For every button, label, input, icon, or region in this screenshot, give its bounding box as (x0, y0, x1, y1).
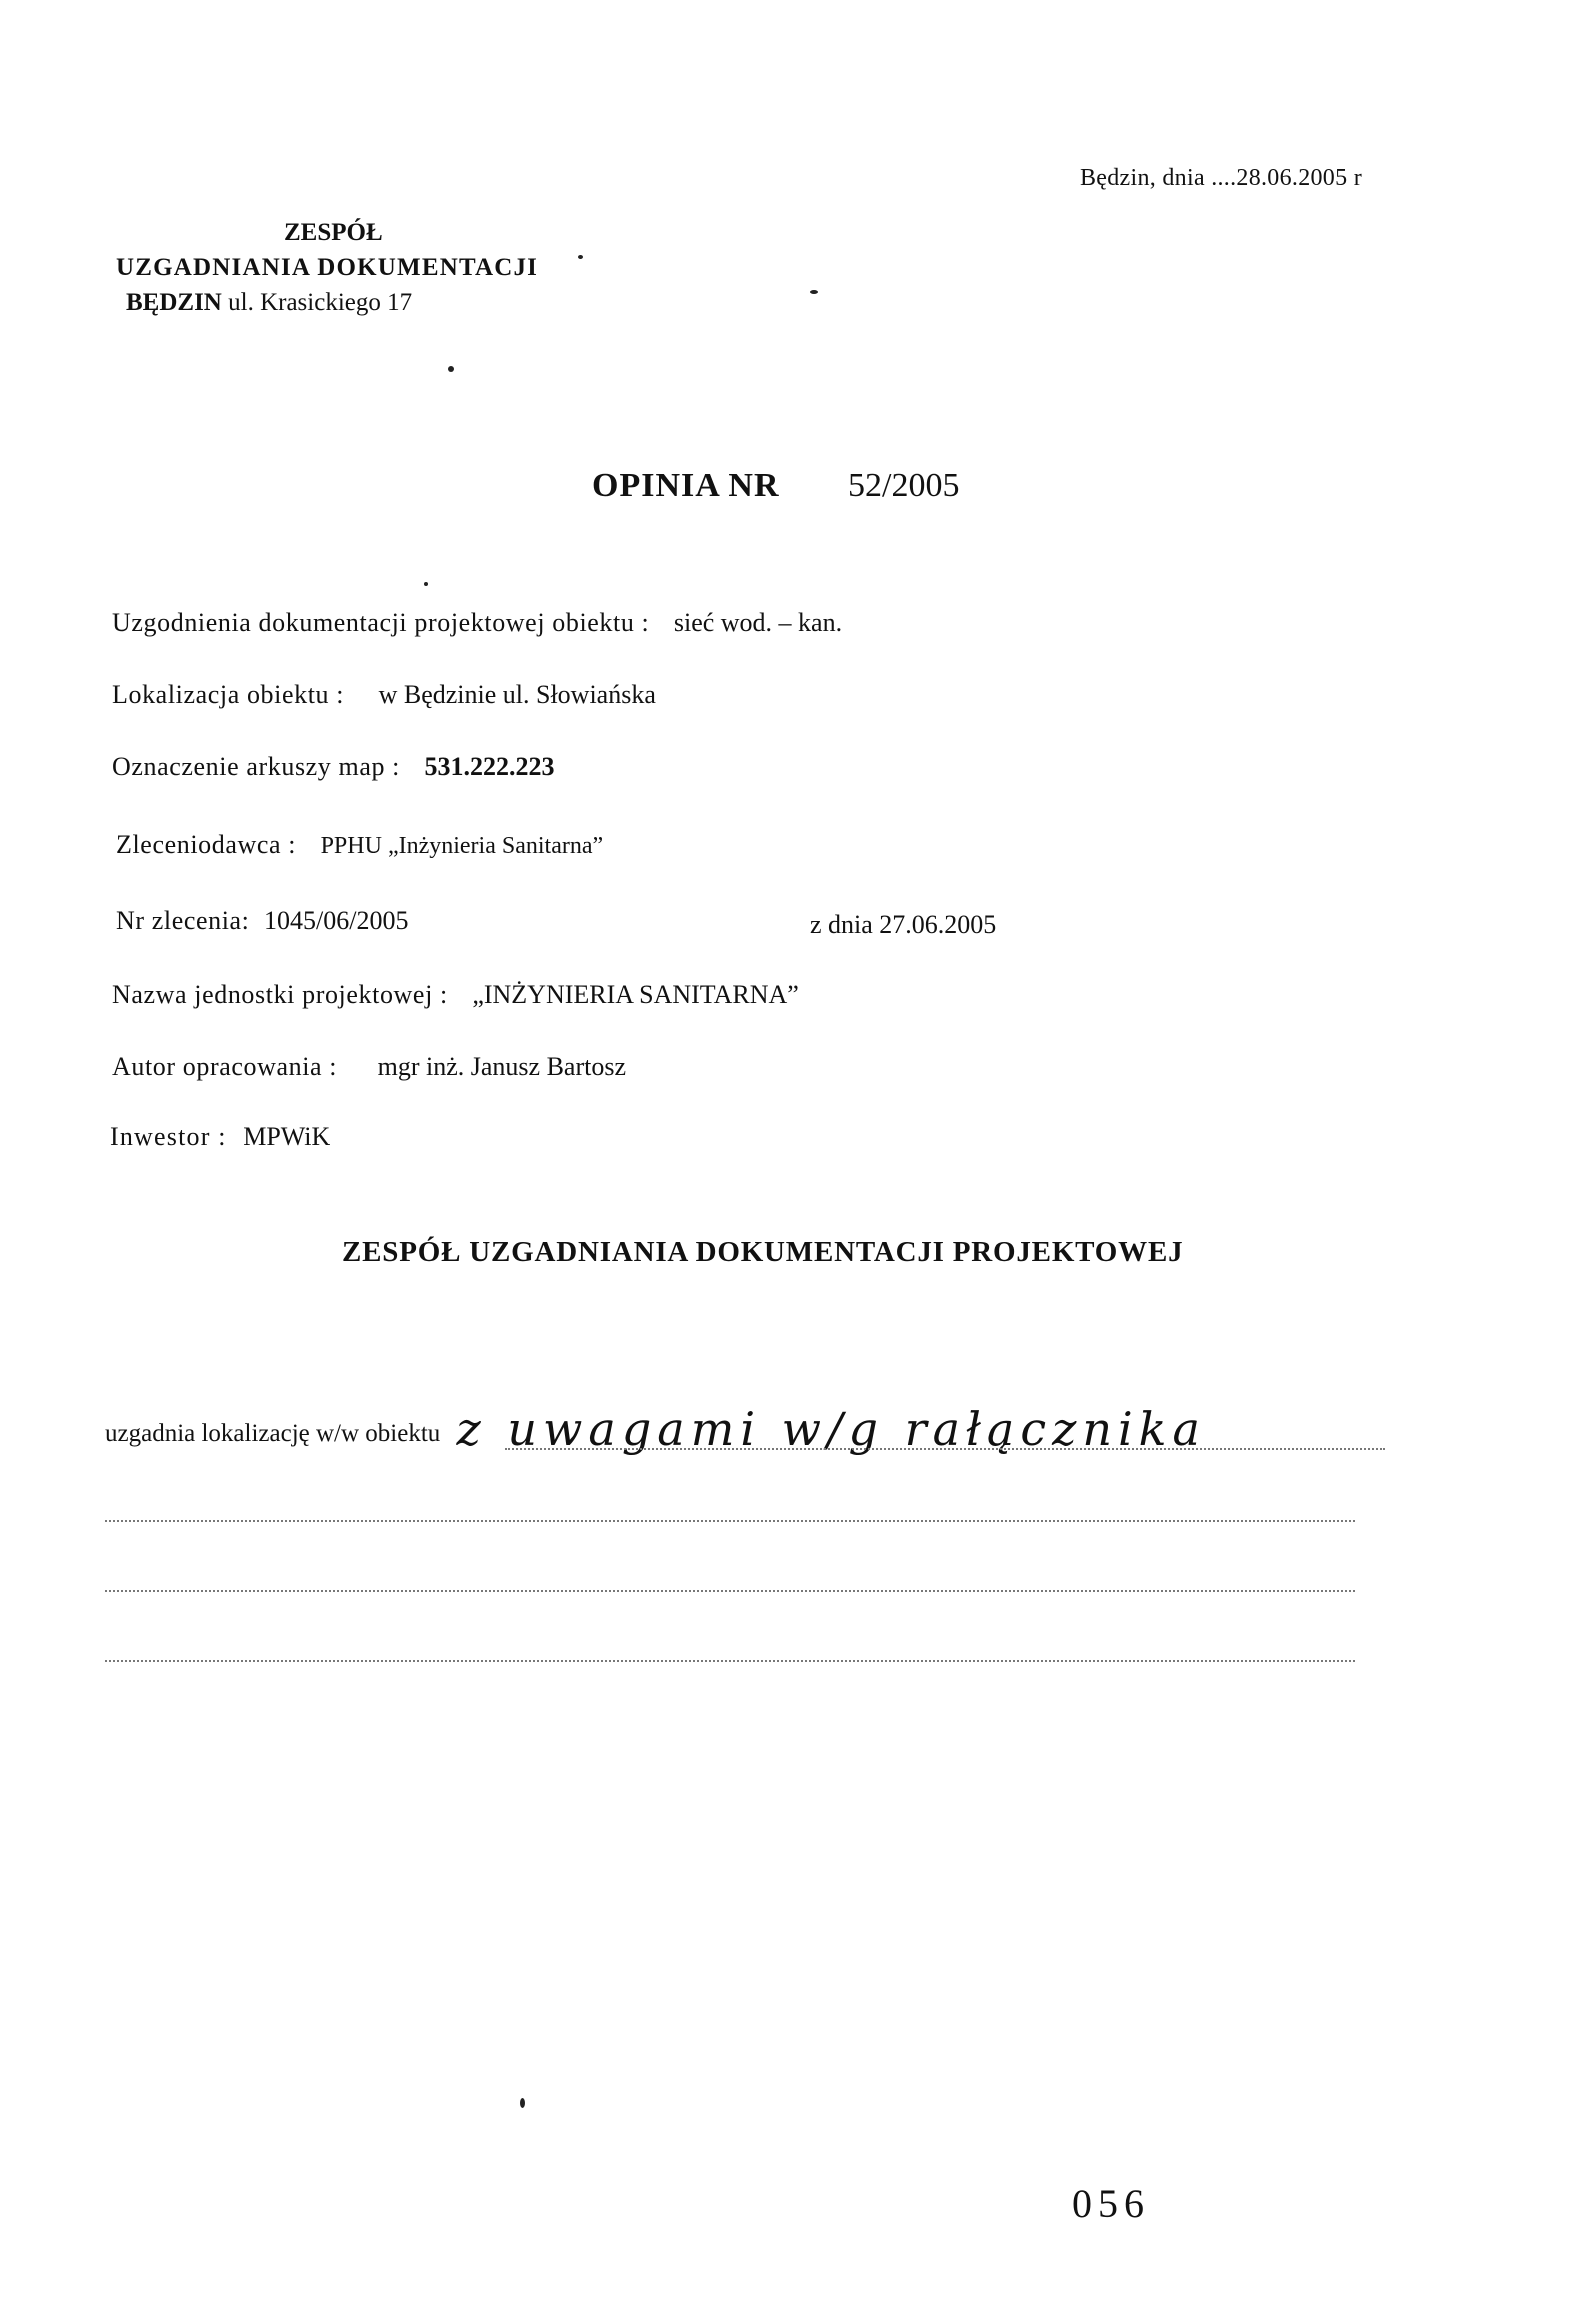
opinion-title-label: OPINIA NR (592, 467, 780, 504)
field-value: 1045/06/2005 (264, 906, 409, 935)
field-value: „INŻYNIERIA SANITARNA” (472, 980, 799, 1009)
agreement-line (105, 1398, 1206, 1456)
field-label: Lokalizacja obiektu : (112, 680, 345, 709)
field-label: Inwestor : (110, 1122, 227, 1151)
section-title: ZESPÓŁ UZGADNIANIA DOKUMENTACJI PROJEKTOWEJ (342, 1236, 1184, 1268)
dotted-line (505, 1448, 1385, 1450)
field-value: PPHU „Inżynieria Sanitarna” (320, 833, 604, 859)
header-line-1: ZESPÓŁ (284, 219, 383, 246)
field-label: Autor opracowania : (112, 1052, 338, 1081)
scan-speck (448, 366, 454, 372)
opinion-title (592, 467, 959, 505)
opinion-number: 52/2005 (848, 467, 960, 504)
header-street: ul. Krasickiego 17 (228, 289, 413, 316)
dotted-line (105, 1660, 1355, 1662)
header-line-3 (116, 285, 538, 320)
field-label: Oznaczenie arkuszy map : (112, 752, 400, 781)
field-order-number (116, 906, 408, 936)
dotted-line (105, 1590, 1355, 1592)
field-design-unit (112, 980, 799, 1010)
scan-speck (520, 2098, 525, 2108)
scan-speck (424, 582, 428, 586)
field-map-sheets (112, 752, 554, 782)
field-value: sieć wod. – kan. (673, 608, 843, 637)
field-value: w Będzinie ul. Słowiańska (378, 680, 656, 709)
agreement-label: uzgadnia lokalizację w/w obiektu (105, 1420, 441, 1447)
order-date: z dnia 27.06.2005 (810, 910, 997, 939)
field-label: Nr zlecenia: (116, 906, 250, 935)
field-author (112, 1052, 626, 1082)
field-investor (110, 1122, 330, 1152)
field-value: 531.222.223 (424, 752, 555, 781)
field-label: Zleceniodawca : (116, 830, 297, 859)
field-documentation (112, 608, 842, 638)
field-label: Uzgodnienia dokumentacji projektowej obiektu : (112, 608, 650, 637)
issuer-header (116, 215, 538, 320)
dotted-line (105, 1520, 1355, 1522)
page-number: 056 (1072, 2181, 1150, 2226)
scan-speck (578, 255, 583, 259)
field-location (112, 680, 656, 710)
header-city: BĘDZIN (126, 289, 222, 316)
field-label: Nazwa jednostki projektowej : (112, 980, 448, 1009)
handwritten-remark: z uwagami w/g rałącznika (456, 1402, 1206, 1456)
date-line: Będzin, dnia ....28.06.2005 r (1080, 165, 1362, 191)
field-client (116, 830, 603, 860)
scan-speck (810, 290, 818, 294)
header-line-2: UZGADNIANIA DOKUMENTACJI (116, 254, 539, 281)
field-value: mgr inż. Janusz Bartosz (377, 1052, 626, 1081)
field-value: MPWiK (243, 1122, 331, 1151)
